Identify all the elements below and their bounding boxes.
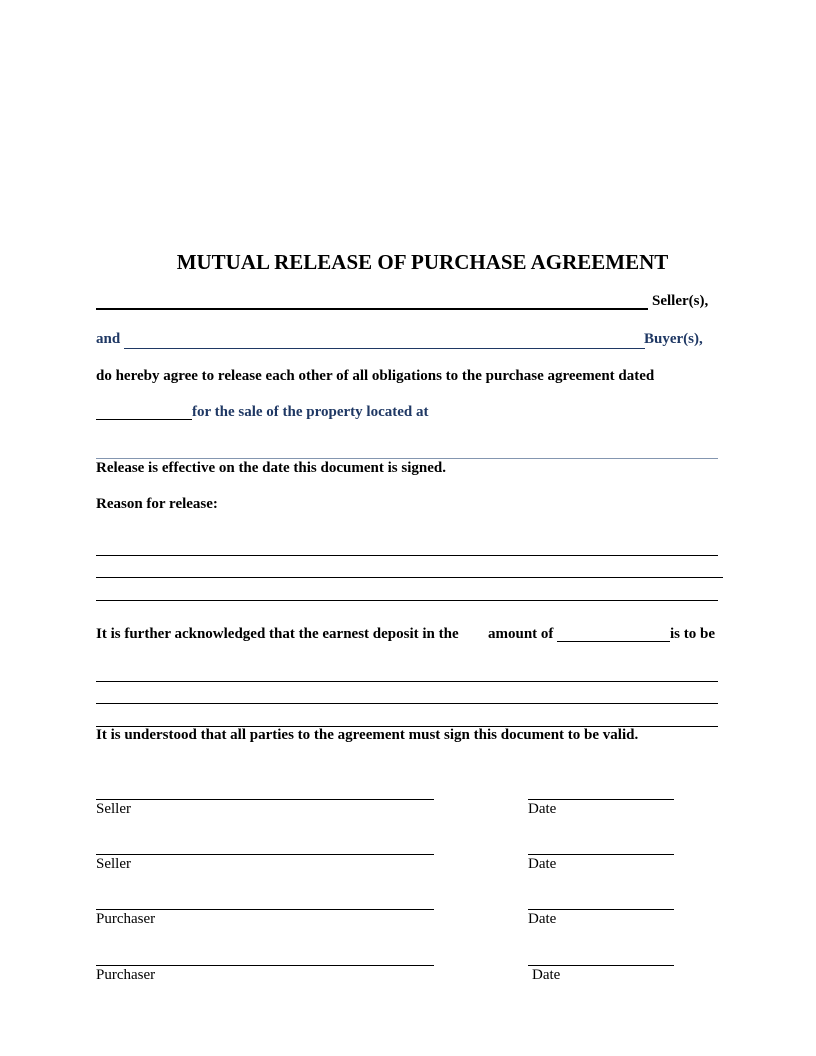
signature-role-3: Purchaser xyxy=(96,911,156,927)
date-label-2: Date xyxy=(528,856,557,872)
reason-label: Reason for release: xyxy=(96,496,218,512)
agreement-date-line[interactable] xyxy=(96,419,192,420)
property-address-line[interactable] xyxy=(96,458,718,459)
date-label-4: Date xyxy=(532,967,561,983)
seller-name-line[interactable] xyxy=(96,308,648,310)
deposit-amount-line[interactable] xyxy=(557,641,670,642)
seller-label: Seller(s), xyxy=(652,293,709,309)
date-label-1: Date xyxy=(528,801,557,817)
deposit-text-end: is to be xyxy=(670,626,715,642)
date-line-2[interactable] xyxy=(528,854,674,855)
buyer-name-line[interactable] xyxy=(124,348,645,349)
signature-role-1: Seller xyxy=(96,801,131,817)
and-label: and xyxy=(96,331,121,347)
deposit-amount-label: amount of xyxy=(488,626,554,642)
deposit-line-2[interactable] xyxy=(96,703,718,704)
deposit-text: It is further acknowledged that the earnest deposit in the xyxy=(96,626,459,642)
buyer-label: Buyer(s), xyxy=(644,331,703,347)
agreement-text: do hereby agree to release each other of all obligations to the purchase agreement dated xyxy=(96,368,655,384)
signature-line-1[interactable] xyxy=(96,799,434,800)
document-title: MUTUAL RELEASE OF PURCHASE AGREEMENT xyxy=(176,250,669,274)
signature-line-3[interactable] xyxy=(96,909,434,910)
reason-line-2[interactable] xyxy=(96,577,723,578)
validity-text: It is understood that all parties to the agreement must sign this document to be valid. xyxy=(96,727,639,743)
signature-role-4: Purchaser xyxy=(96,967,156,983)
reason-line-1[interactable] xyxy=(96,555,718,556)
signature-role-2: Seller xyxy=(96,856,131,872)
deposit-line-1[interactable] xyxy=(96,681,718,682)
date-label-3: Date xyxy=(528,911,557,927)
property-text: for the sale of the property located at xyxy=(192,404,429,420)
reason-line-3[interactable] xyxy=(96,600,718,601)
signature-line-4[interactable] xyxy=(96,965,434,966)
date-line-3[interactable] xyxy=(528,909,674,910)
effective-text: Release is effective on the date this document is signed. xyxy=(96,460,446,476)
date-line-1[interactable] xyxy=(528,799,674,800)
date-line-4[interactable] xyxy=(528,965,674,966)
signature-line-2[interactable] xyxy=(96,854,434,855)
